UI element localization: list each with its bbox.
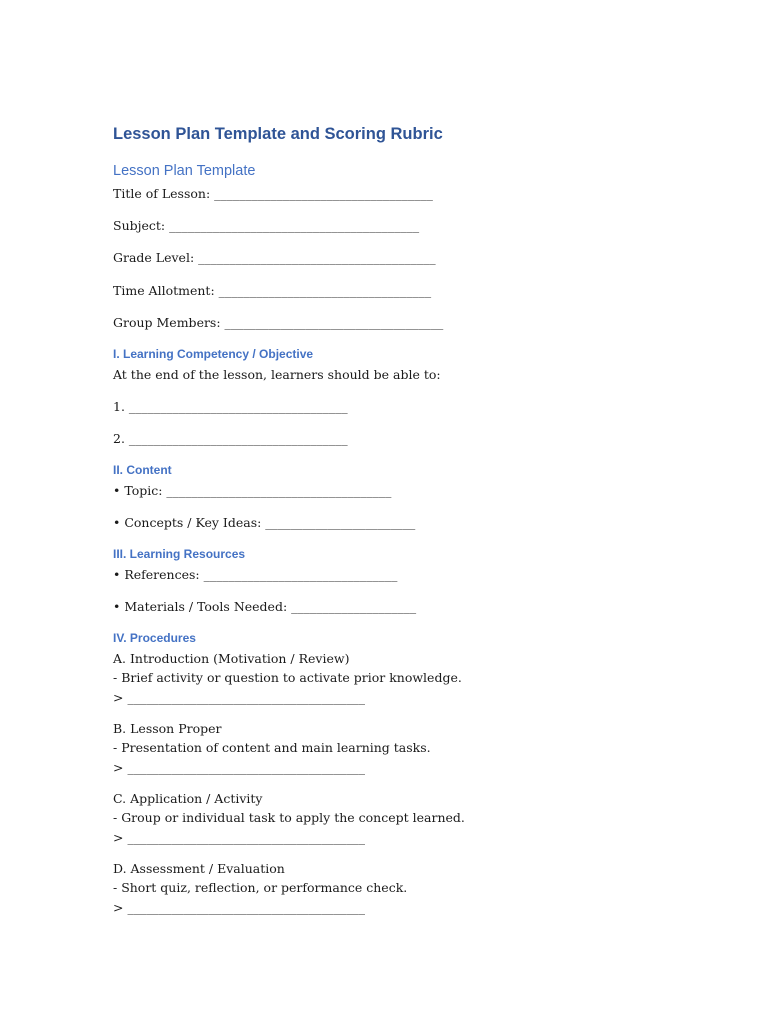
field-grade-level: Grade Level: ______________________________________ — [113, 250, 436, 265]
procedure-a-description: - Brief activity or question to activate prior knowledge. — [113, 670, 462, 685]
procedure-b-blank: > ______________________________________ — [113, 760, 365, 775]
procedure-c-title: C. Application / Activity — [113, 791, 263, 806]
procedure-a-title: A. Introduction (Motivation / Review) — [113, 651, 350, 666]
procedure-a-blank: > ______________________________________ — [113, 690, 365, 705]
field-title-of-lesson: Title of Lesson: ___________________________________ — [113, 186, 433, 201]
field-time-allotment: Time Allotment: __________________________________ — [113, 283, 432, 298]
document-title: Lesson Plan Template and Scoring Rubric — [113, 125, 443, 143]
objective-intro: At the end of the lesson, learners should be able to: — [113, 367, 441, 382]
procedure-c-description: - Group or individual task to apply the concept learned. — [113, 810, 465, 825]
procedure-b-description: - Presentation of content and main learning tasks. — [113, 740, 431, 755]
section-heading-procedures: IV. Procedures — [113, 631, 196, 645]
field-subject: Subject: ________________________________________ — [113, 218, 420, 233]
procedure-c-blank: > ______________________________________ — [113, 830, 365, 845]
field-group-members: Group Members: ___________________________________ — [113, 315, 444, 330]
section-heading-content: II. Content — [113, 463, 172, 477]
resources-references: • References: _______________________________ — [113, 567, 398, 582]
procedure-d-blank: > ______________________________________ — [113, 900, 365, 915]
document-subtitle: Lesson Plan Template — [113, 163, 256, 179]
content-concepts: • Concepts / Key Ideas: ________________________ — [113, 515, 416, 530]
procedure-b-title: B. Lesson Proper — [113, 721, 222, 736]
objective-item-1: 1. ___________________________________ — [113, 399, 348, 414]
procedure-d-description: - Short quiz, reflection, or performance check. — [113, 880, 408, 895]
content-topic: • Topic: ____________________________________ — [113, 483, 392, 498]
section-heading-objective: I. Learning Competency / Objective — [113, 347, 314, 361]
resources-materials: • Materials / Tools Needed: ____________________ — [113, 599, 417, 614]
objective-item-2: 2. ___________________________________ — [113, 431, 348, 446]
procedure-d-title: D. Assessment / Evaluation — [113, 861, 285, 876]
section-heading-resources: III. Learning Resources — [113, 547, 246, 561]
